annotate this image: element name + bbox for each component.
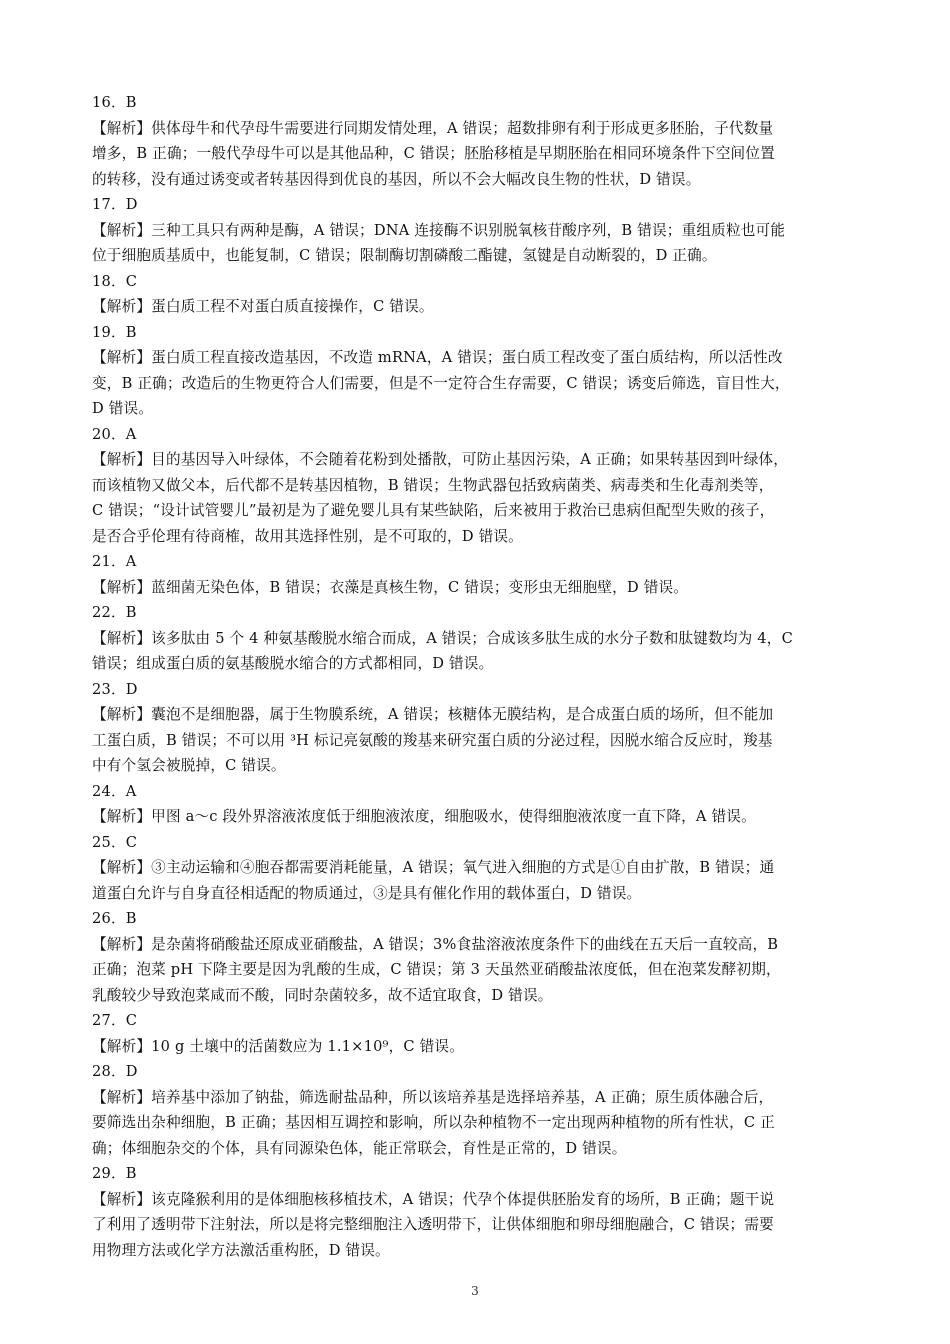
explanation-line: 【解析】蛋白质工程不对蛋白质直接操作，C 错误。	[92, 298, 434, 315]
explanation-line: 而该植物又做父本，后代都不是转基因植物，B 错误；生物武器包括致病菌类、病毒类和生化毒剂类等，	[92, 476, 774, 494]
explanation-line: 【解析】③主动运输和④胞吞都需要消耗能量，A 错误；氧气进入细胞的方式是①自由扩散，B 错误；通	[92, 859, 775, 876]
explanation-line: 【解析】甲图 a～c 段外界溶液浓度低于细胞液浓度，细胞吸水，使得细胞液浓度一直下降，A 错误。	[92, 808, 756, 825]
explanation-line: 【解析】培养基中添加了钠盐，筛选耐盐品种，所以该培养基是选择培养基，A 正确；原生质体融合后，	[92, 1088, 774, 1106]
answer-heading: 26．B	[92, 910, 137, 927]
explanation-line: 工蛋白质，B 错误；不可以用 ³H 标记亮氨酸的羧基来研究蛋白质的分泌过程，因脱水缩合反应时，羧基	[92, 731, 773, 749]
explanation-line: C 错误；“设计试管婴儿”最初是为了避免婴儿具有某些缺陷，后来被用于救治已患病但配型失败的孩子，	[92, 502, 775, 519]
explanation-line: 正确；泡菜 pH 下降主要是因为乳酸的生成，C 错误；第 3 天虽然亚硝酸盐浓度低，但在泡菜发酵初期，	[92, 961, 781, 978]
answer-heading: 20．A	[92, 425, 137, 443]
explanation-line: 要筛选出杂种细胞，B 正确；基因相互调控和影响，所以杂种植物不一定出现两种植物的所有性状，C 正	[92, 1114, 775, 1131]
answer-heading: 21．A	[92, 553, 137, 570]
explanation-line: 【解析】三种工具只有两种是酶，A 错误；DNA 连接酶不识别脱氧核苷酸序列，B 错误；重组质粒也可能	[92, 221, 786, 239]
explanation-line: 【解析】该克隆猴利用的是体细胞核移植技术，A 错误；代孕个体提供胚胎发育的场所，B 正确；题干说	[92, 1190, 775, 1208]
answer-heading: 29．B	[92, 1165, 137, 1182]
answer-heading: 25．C	[92, 833, 138, 851]
explanation-line: 位于细胞质基质中，也能复制，C 错误；限制酶切割磷酸二酯键，氢键是自动断裂的，D 正确。	[92, 247, 717, 264]
explanation-line: 【解析】10 g 土壤中的活菌数应为 1.1×10⁹，C 错误。	[92, 1037, 464, 1055]
explanation-line: 是否合乎伦理有待商榷，故用其选择性别，是不可取的，D 错误。	[92, 527, 523, 545]
answer-heading: 16．B	[92, 94, 137, 111]
explanation-line: 【解析】目的基因导入叶绿体，不会随着花粉到处播散，可防止基因污染，A 正确；如果转基因到叶绿体，	[92, 451, 789, 468]
document-body	[92, 90, 862, 1263]
explanation-line: 【解析】是杂菌将硝酸盐还原成亚硝酸盐，A 错误；3%食盐溶液浓度条件下的曲线在五天后一直较高，B	[92, 935, 779, 953]
answer-heading: 17．D	[92, 196, 138, 213]
explanation-line: 【解析】囊泡不是细胞器，属于生物膜系统，A 错误；核糖体无膜结构，是合成蛋白质的场所，但不能加	[92, 706, 774, 723]
answer-heading: 27．C	[92, 1012, 138, 1029]
explanation-line: 【解析】供体母牛和代孕母牛需要进行同期发情处理，A 错误；超数排卵有利于形成更多胚胎，子代数量	[92, 119, 774, 137]
explanation-line: 错误；组成蛋白质的氨基酸脱水缩合的方式都相同，D 错误。	[92, 655, 494, 672]
explanation-line: 确；体细胞杂交的个体，具有同源染色体，能正常联会，育性是正常的，D 错误。	[92, 1139, 627, 1157]
answer-heading: 28．D	[92, 1063, 138, 1080]
page-number: 3	[471, 1284, 479, 1298]
explanation-line: 了利用了透明带下注射法，所以是将完整细胞注入透明带下，让供体细胞和卵母细胞融合，C 错误；需要	[92, 1216, 774, 1233]
explanation-line: 中有个氢会被脱掉，C 错误。	[92, 757, 286, 774]
answer-heading: 24．A	[92, 782, 137, 800]
explanation-line: 乳酸较少导致泡菜咸而不酸，同时杂菌较多，故不适宜取食，D 错误。	[92, 986, 553, 1004]
answer-heading: 19．B	[92, 323, 137, 341]
explanation-line: D 错误。	[92, 400, 154, 417]
explanation-line: 增多，B 正确；一般代孕母牛可以是其他品种，C 错误；胚胎移植是早期胚胎在相同环境条件下空间位置	[92, 145, 775, 162]
explanation-line: 【解析】该多肽由 5 个 4 种氨基酸脱水缩合而成，A 错误；合成该多肽生成的水分子数和肽键数均为 4，C	[92, 629, 793, 647]
answer-heading: 18．C	[92, 272, 138, 290]
answer-heading: 23．D	[92, 680, 138, 698]
answer-heading: 22．B	[92, 604, 137, 621]
explanation-line: 【解析】蛋白质工程直接改造基因，不改造 mRNA，A 错误；蛋白质工程改变了蛋白质结构，所以活性改	[92, 349, 783, 366]
explanation-line: 变，B 正确；改造后的生物更符合人们需要，但是不一定符合生存需要，C 错误；诱变后筛选，盲目性大，	[92, 374, 790, 392]
explanation-line: 道蛋白允许与自身直径相适配的物质通过，③是具有催化作用的载体蛋白，D 错误。	[92, 884, 642, 902]
explanation-line: 【解析】蓝细菌无染色体，B 错误；衣藻是真核生物，C 错误；变形虫无细胞壁，D 错误。	[92, 578, 689, 596]
explanation-line: 的转移，没有通过诱变或者转基因得到优良的基因，所以不会大幅改良生物的性状，D 错误。	[92, 170, 701, 188]
explanation-line: 用物理方法或化学方法激活重构胚，D 错误。	[92, 1241, 390, 1259]
